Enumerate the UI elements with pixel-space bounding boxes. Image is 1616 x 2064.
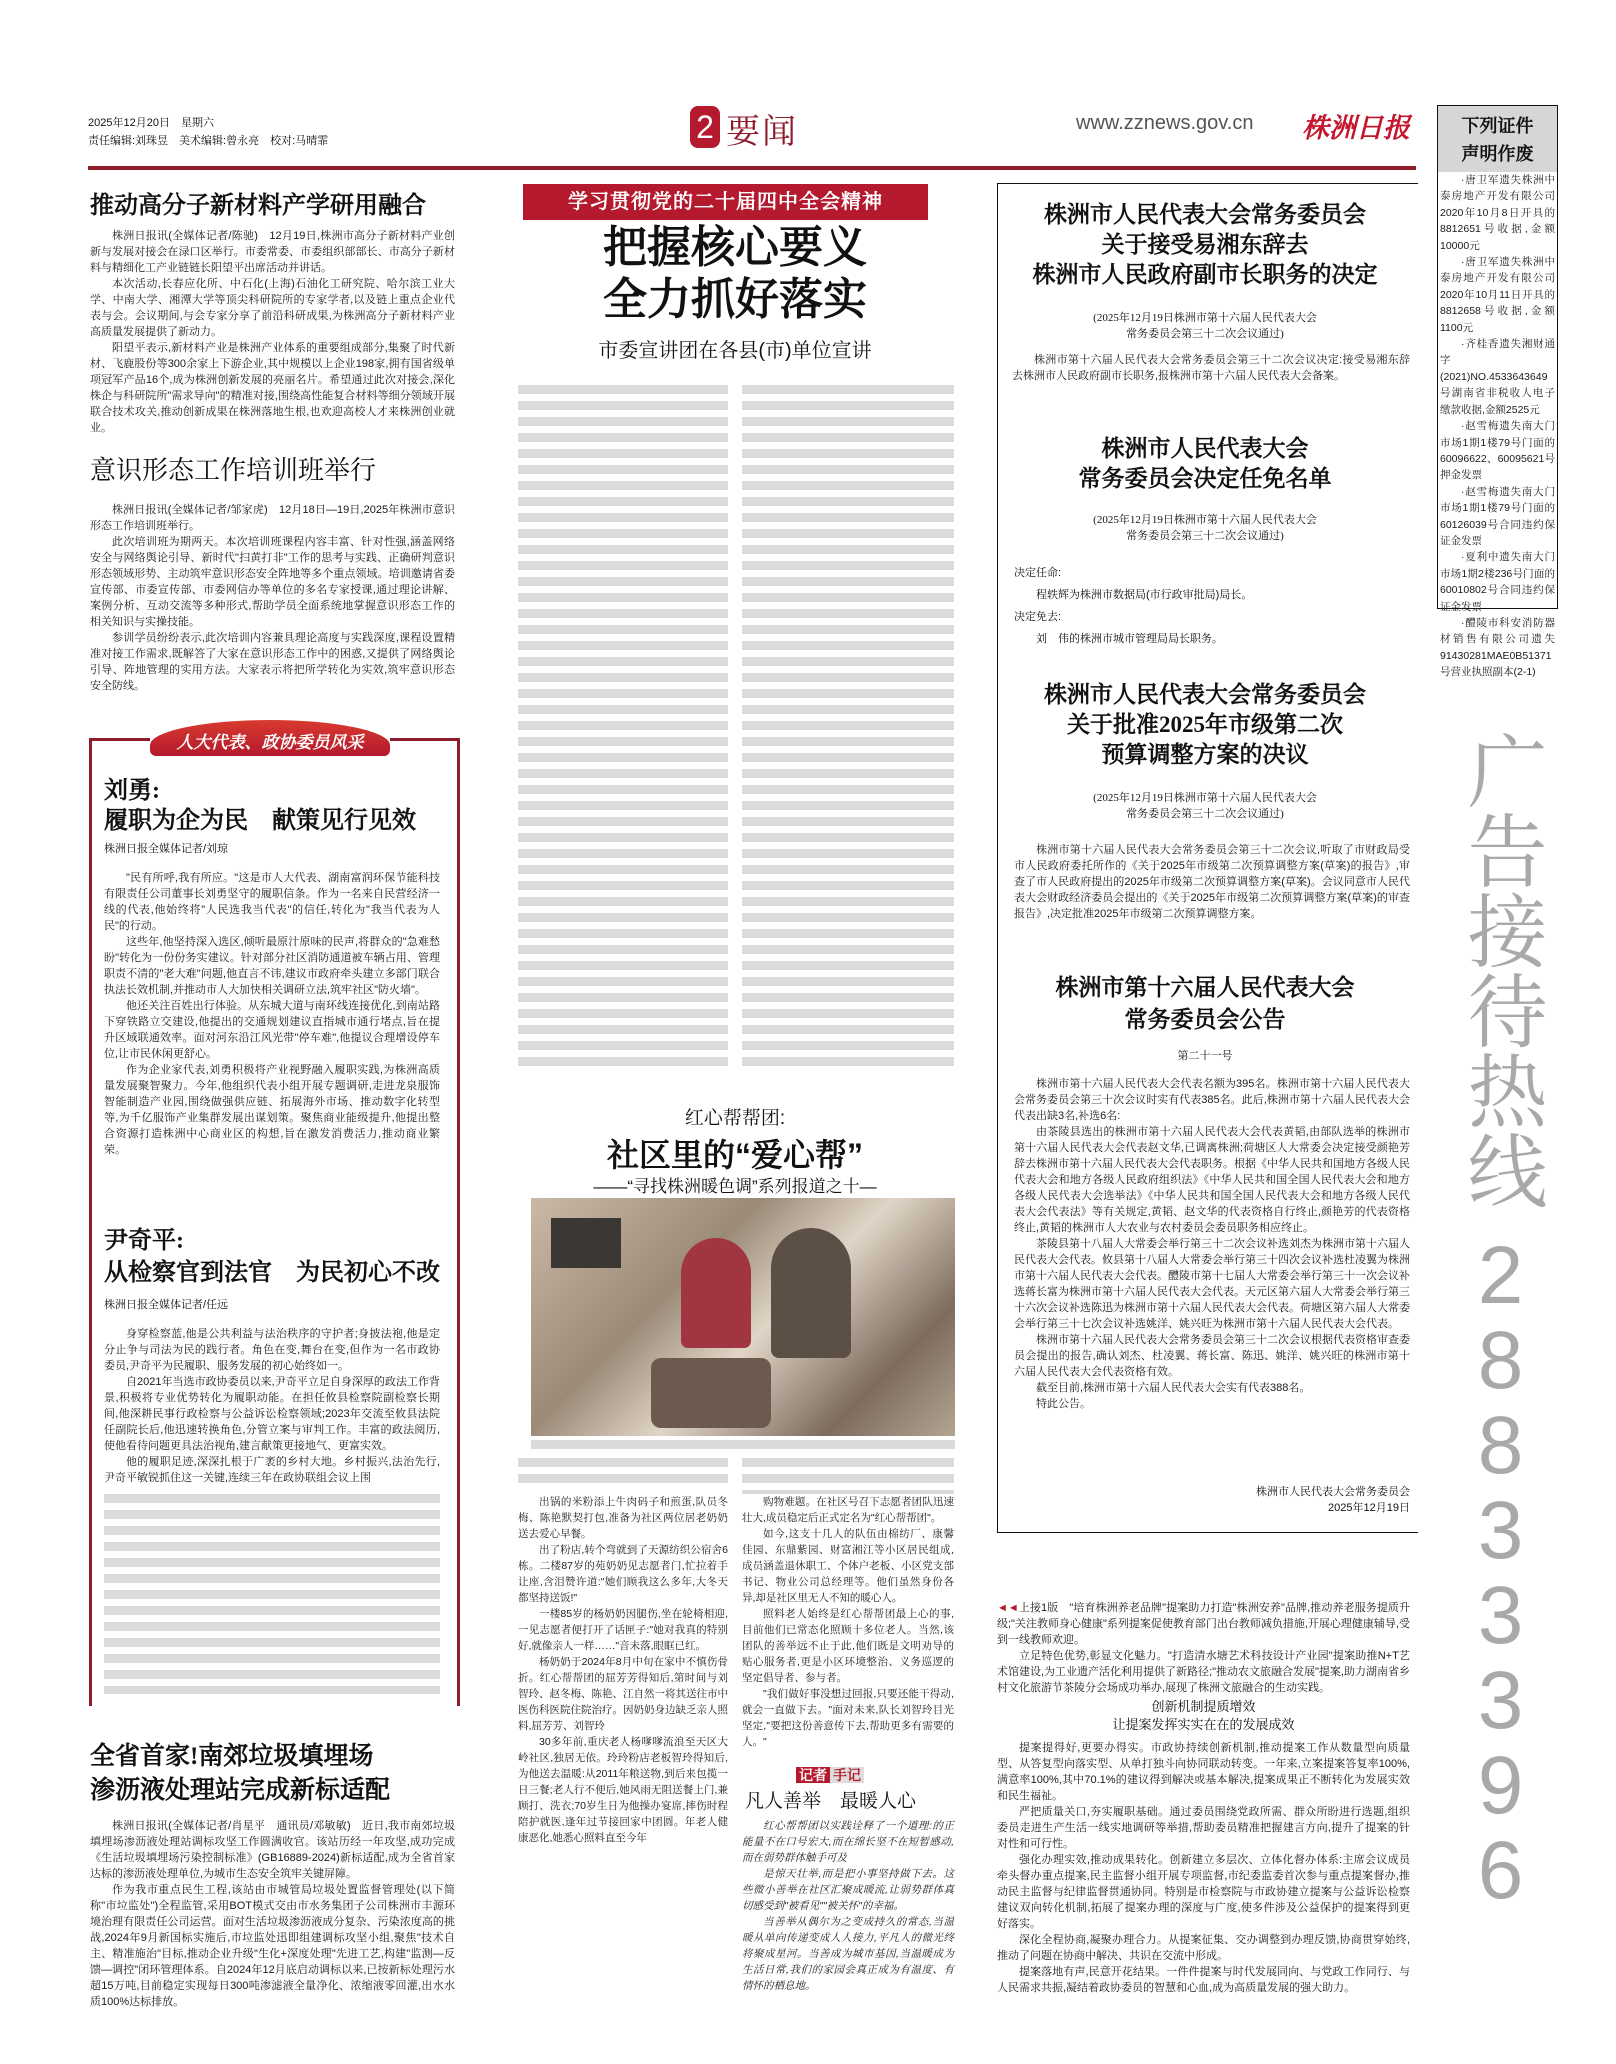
text-continued xyxy=(104,1494,440,1694)
news-photo xyxy=(531,1198,955,1436)
paragraph: 红心帮帮团以实践诠释了一个道理:的正能量不在口号宏大,而在绵长坚不在短暂感动,而在弱势群体触手可及 xyxy=(742,1820,954,1864)
subheading-line: 让提案发挥实实在在的发展成效 xyxy=(1112,1717,1295,1732)
paragraph: 强化办理实效,推动成果转化。创新建立多层次、立体化督办体系:主席会议成员牵头督办重点提案,民主监督小组开展专项监督,市纪委监委首次参与重点提案督办,推动民主监督与纪律监督贯通协同。特别是市检察院与市政协建立提案与公益诉讼检察建议双向转化机制,拓展了提案办理的深度与广度,使多件涉及公益保护的提案得到更好落实。 xyxy=(997,1854,1410,1930)
paragraph: 作为我市重点民生工程,该站由市城管局垃圾处置监督管理处(以下简称"市垃监处")全程监管,采用BOT模式交由市水务集团子公司株洲市丰源环境治理有限责任公司运营。面对生活垃圾渗沥液成分复杂、污染浓度高的挑战,2024年9月新国标实施后,市垃监处迅即组建调标攻坚小组,聚焦"技术自主、精准施治"目标,推动企业升级"生化+深度处理"先进工艺,构建"监测—反馈—调控"闭环管理体系。自2024年12月底启动调标以来,已按新标处理污水超15万吨,目前稳定实现每日300吨渗滤液全量净化、浓缩液零回灌,出水水质100%达标排放。 xyxy=(90,1884,455,2008)
paragraph: "我们做好事没想过回报,只要还能干得动,就会一直做下去。"面对未来,队长刘智玲目光坚定,"要把这份善意传下去,帮助更多有需要的人。" xyxy=(742,1688,954,1748)
header-rule xyxy=(88,166,1416,170)
notice-title xyxy=(1000,680,1410,770)
lost-notice-item: ·唐卫军遗失株洲中泰房地产开发有限公司2020年10月11日开具的8812658号收据,金额1100元 xyxy=(1440,256,1555,334)
article-body xyxy=(90,502,455,694)
remove-label: 决定免去: xyxy=(1014,611,1062,623)
masthead-logo: 株洲日报 xyxy=(1302,113,1410,143)
appoint-item: 程轶辉为株洲市数据局(市行政审批局)局长。 xyxy=(1036,589,1253,601)
topic-banner: 学习贯彻党的二十届四中全会精神 xyxy=(523,184,928,220)
article-body xyxy=(104,1326,440,1486)
paragraph: "民有所呼,我有所应。"这是市人大代表、湖南富润环保节能科技有限责任公司董事长刘勇坚守的履职信条。作为一名来自民营经济一线的代表,他始终将"人民选我当代表"的信任,转化为"我当代表为人民"的行动。 xyxy=(104,872,440,932)
passed-note xyxy=(1000,512,1410,544)
appoint-label: 决定任命: xyxy=(1014,567,1062,579)
notes-tag-a: 记者 xyxy=(796,1767,830,1783)
note-line: (2025年12月19日株洲市第十六届人民代表大会 xyxy=(1093,792,1317,804)
ad-phone: 28833396 xyxy=(1455,1230,1546,1910)
subheading-line: 创新机制提质增效 xyxy=(1151,1699,1256,1714)
ad-hotline xyxy=(1440,720,1560,1910)
notice-body xyxy=(1014,1076,1410,1412)
remove-item: 刘 伟的株洲市城市管理局局长职务。 xyxy=(1036,633,1223,645)
feature-body-right xyxy=(742,1494,954,1750)
article-body-right xyxy=(742,385,954,1073)
feature-series: ——“寻找株洲暖色调”系列报道之十— xyxy=(593,1177,877,1196)
paragraph: 株洲市第十六届人民代表大会常务委员会第三十二次会议决定:接受易湘东辞去株洲市人民政府副市长职务,报株洲市第十六届人民代表大会备案。 xyxy=(1012,354,1410,382)
title-line: 关于批准2025年市级第二次 xyxy=(1067,712,1343,737)
title-line: 株洲市人民政府副市长职务的决定 xyxy=(1032,262,1378,287)
paragraph: 参训学员纷纷表示,此次培训内容兼具理论高度与实践深度,课程设置精准对接工作需求,既解答了大家在意识形态工作中的困惑,又提供了网络舆论引导、阵地管理的实用方法。大家表示将把所学转化为实效,筑牢意识形态安全防线。 xyxy=(90,632,455,692)
notice-body xyxy=(1012,352,1410,384)
paragraph: 购物难题。在社区号召下志愿者团队迅速壮大,成员稳定后正式定名为"红心帮帮团"。 xyxy=(742,1496,954,1524)
notice-number: 第二十一号 xyxy=(1177,1050,1233,1062)
notes-tag xyxy=(796,1765,864,1785)
paragraph: 株洲市第十六届人民代表大会常务委员会第三十二次会议根据代表资格审查委员会提出的报告,确认刘杰、杜凌翼、蒋长富、陈迅、姚洋、姚兴旺的株洲市第十六届人民代表大会代表资格有效。 xyxy=(1014,1334,1410,1378)
paragraph: 株洲日报讯(全媒体记者/肖星平 通讯员/邓敏敏) 近日,我市南郊垃圾填埋场渗沥液处理站调标攻坚工作圆满收官。该站历经一年攻坚,成功完成《生活垃圾填埋场污染控制标准》(GB16889-2024)新标适配,成为全省首家达标的渗沥液处理单位,为城市生态安全筑牢关键屏障。 xyxy=(90,1820,455,1880)
paragraph: 深化全程协商,凝聚办理合力。从提案征集、交办调整到办理反馈,协商贯穿始终,推动了问题在协商中解决、共识在交流中形成。 xyxy=(997,1934,1410,1962)
title-line: 全省首家!南郊垃圾填埋场 xyxy=(90,1743,374,1770)
text-continued xyxy=(742,1458,954,1494)
paragraph: 茶陵县第十八届人大常委会举行第三十二次会议补选刘杰为株洲市第十六届人民代表大会代表。攸县第十八届人大常委会举行第三十四次会议补选杜凌翼为株洲市第十六届人民代表大会代表。醴陵市第十七届人大常委会举行第三十一次会议补选蒋长富为株洲市第十六届人民代表大会代表。天元区第六届人大常委会举行第三十六次会议补选陈迅为株洲市第十六届人民代表大会代表。荷塘区第六届人大常委会举行第三十七次会议补选姚洋、姚兴旺为株洲市第十六届人民代表大会代表。 xyxy=(1014,1238,1410,1330)
paragraph: 作为企业家代表,刘勇积极将产业视野融入履职实践,为株洲高质量发展聚智聚力。今年,他组织代表小组开展专题调研,走进龙泉服饰智能制造产业园,围绕做强供应链、拓展海外市场、推动数字化转型等,为千亿服饰产业集群发展出谋划策。聚焦商业能级提升,他提出整合资源打造株洲中心商业区的构想,旨在激发消费活力,推动商业繁荣。 xyxy=(104,1064,440,1156)
lost-notice-item: ·赵雪梅遗失南大门市场1期1楼79号门面的60126039号合同违约保证金发票 xyxy=(1440,485,1555,547)
paragraph: 如今,这支十几人的队伍由棉纺厂、康馨佳园、东鼎紫园、财富湘江等小区居民组成,成员涵盖退休职工、个体户老板、小区党支部书记、物业公司总经理等。他们虽然身份各异,却是社区里无人不知的暖心人。 xyxy=(742,1528,954,1604)
notes-tag-b: 手记 xyxy=(830,1767,864,1783)
paragraph: 株洲日报讯(全媒体记者/陈驰) 12月19日,株洲市高分子新材料产业创新与发展对接会在渌口区举行。市委常委、市委组织部部长、市高分子新材料与精细化工产业链链长阳望平出席活动并讲话。 xyxy=(90,230,455,274)
paragraph: 他的履职足迹,深深扎根于广袤的乡村大地。乡村振兴,法治先行,尹奇平敏锐抓住这一关键,连续三年在政协联组会议上围 xyxy=(104,1456,440,1484)
title-line: 株洲市人民代表大会常务委员会 xyxy=(1044,682,1366,707)
note-line: 常务委员会第三十二次会议通过) xyxy=(1126,530,1284,542)
section-title: 要闻 xyxy=(726,113,798,151)
paragraph-text: 上接1版 "培育株洲养老品牌"提案助力打造"株洲安养"品牌,推动养老服务提质升级;"关注教师身心健康"系列提案促使教育部门出台教师减负措施,开展心理健康辅导,受到一线教师欢迎。 xyxy=(997,1602,1410,1646)
title-line: 株洲市人民代表大会常务委员会 xyxy=(1044,202,1366,227)
article-title: 推动高分子新材料产学研用融合 xyxy=(90,192,426,219)
feature-body-left xyxy=(518,1494,728,1846)
continued-article xyxy=(997,1600,1410,1696)
paragraph: 此次培训班为期两天。本次培训班课程内容丰富、针对性强,涵盖网络安全与网络舆论引导、新时代"扫黄打非"工作的思考与实践、正确研判意识形态领域形势、主动筑牢意识形态安全阵地等多个重点领域。培训邀请省委宣传部、市委宣传部、市委网信办等单位的多名专家授课,通过理论讲解、案例分析、互动交流等多种形式,帮助学员全面系统地掌握意识形态工作的相关知识与实操技能。 xyxy=(90,536,455,628)
notice-signature xyxy=(1014,1484,1410,1516)
paragraph: 出锅的米粉添上牛肉码子和煎蛋,队员冬梅、陈艳默契打包,准备为社区两位居老奶奶送去爱心早餐。 xyxy=(518,1496,728,1540)
website-url: www.zznews.gov.cn xyxy=(1076,112,1254,134)
paragraph xyxy=(997,1600,1410,1648)
article-title xyxy=(90,1740,390,1808)
article-body xyxy=(90,1818,455,2010)
title-line: 渗沥液处理站完成新标适配 xyxy=(90,1777,391,1804)
paragraph: 一楼85岁的杨奶奶因腿伤,坐在轮椅相迎,一见志愿者便打开了话匣子:"她对我真的特别好,就像亲人一样……"音未落,眼眶已红。 xyxy=(518,1608,728,1652)
paragraph: 他还关注百姓出行体验。从东城大道与南环线连接优化,到南站路下穿铁路立交建设,他提出的交通规划建议直指城市通行堵点,旨在提升区域联通效率。面对河东沿江风光带"停车难",他提议合理增设停车位,让市民休闲更舒心。 xyxy=(104,1000,440,1060)
ad-label: 广告接待热线 xyxy=(1456,730,1545,1210)
lost-notice-item: ·夏利中遗失南大门市场1期2楼236号门面的60010802号合同违约保证金发票 xyxy=(1440,551,1555,613)
profile-title: 从检察官到法官 为民初心不改 xyxy=(104,1260,440,1286)
paragraph: 出了粉店,转个弯就到了天源纺织公宿舍6栋。二楼87岁的苑奶奶见志愿者门,忙拉着手让座,含泪赞许道:"她们顾我这么多年,大冬天都坚持送饭!" xyxy=(518,1544,728,1604)
notice-title xyxy=(1000,434,1410,494)
article-title: 意识形态工作培训班举行 xyxy=(90,456,377,485)
passed-note xyxy=(1000,790,1410,822)
signer: 株洲市人民代表大会常务委员会 xyxy=(1256,1486,1410,1498)
photo-caption xyxy=(531,1440,955,1450)
paragraph: 当善举从偶尔为之变成持久的常态,当温暖从单向传递变成人人接力,平凡人的微光终将聚成星河。当善成为城市基因,当温暖成为生活日常,我们的家园会真正成为有温度、有情怀的栖息地。 xyxy=(742,1916,954,1992)
paragraph: 这些年,他坚持深入选区,倾听最原汁原味的民声,将群众的"急难愁盼"转化为一份份务实建议。针对部分社区消防通道被车辆占用、管理职责不清的"老大难"问题,他直言不讳,建议市政府牵头建立多部门联合执法长效机制,并推动市人大加快相关调研立法,筑牢社区"防火墙"。 xyxy=(104,936,440,996)
paragraph: 株洲市第十六届人民代表大会代表名额为395名。株洲市第十六届人民代表大会常务委员会第三十次会议时实有代表385名。此后,株洲市第十六届人民代表大会代表出缺3名,补选6名: xyxy=(1014,1078,1410,1122)
paragraph: 提案落地有声,民意开花结果。一件件提案与时代发展同向、与党政工作同行、与人民需求共振,凝结着政协委员的智慧和心血,成为高质量发展的强大助力。 xyxy=(997,1966,1410,1994)
sub-headline: 市委宣讲团在各县(市)单位宣讲 xyxy=(598,340,872,362)
article-body xyxy=(104,870,440,1158)
appointment-list xyxy=(1014,562,1410,650)
paragraph: 本次活动,长春应化所、中石化(上海)石油化工研究院、哈尔滨工业大学、中南大学、湘潭大学等顶尖科研院所的专家学者,以及链上重点企业代表与会。会议期间,与会专家分享了前沿科研成果,为株洲高分子新材料产业高质量发展提供了新动力。 xyxy=(90,278,455,338)
paragraph: 由茶陵县选出的株洲市第十六届人民代表大会代表黄韬,由部队选举的株洲市第十六届人民代表大会代表赵文华,已调离株洲;荷塘区人大常委会决定接受颜艳芳辞去株洲市第十六届人民代表大会代表职务。根据《中华人民共和国地方各级人民代表大会和地方各级人民政府组织法》《中华人民共和国全国人民代表大会和地方各级人民代表大会选举法》《中华人民共和国全国人民代表大会和地方各级人民代表大会代表法》等有关规定,黄韬、赵文华的代表资格自行终止,颜艳芳的代表资格终止,黄韬的株洲市人大农业与农村委员会委员职务相应终止。 xyxy=(1014,1126,1410,1234)
lost-notice-box xyxy=(1437,105,1558,679)
note-line: 常务委员会第三十二次会议通过) xyxy=(1126,808,1284,820)
lost-notice-list xyxy=(1438,172,1557,681)
feature-banner-text: 人大代表、政协委员风采 xyxy=(176,733,364,752)
paragraph: 截至目前,株洲市第十六届人民代表大会实有代表388名。 xyxy=(1036,1382,1311,1394)
header-line: 声明作废 xyxy=(1461,144,1534,164)
paragraph: 是惊天壮举,而是把小事坚持做下去。这些微小善举在社区汇聚成暖流,让弱势群体真切感受到"被看见""被关怀"的幸福。 xyxy=(742,1868,954,1912)
passed-note xyxy=(1000,310,1410,342)
header-line: 下列证件 xyxy=(1461,116,1534,136)
lost-notice-item: ·齐桂香遗失湘财通字(2021)NO.4533643649号湖南省非税收人电子缴款收据,金额2525元 xyxy=(1440,338,1555,416)
paragraph: 株洲市第十六届人民代表大会常务委员会第三十二次会议,听取了市财政局受市人民政府委托所作的《关于2025年市级第二次预算调整方案(草案)的报告》,审查了市人民政府提出的2025年市级第二次预算调整方案(草案)。会议同意市人民代表大会财政经济委员会提出的《关于2025年市级第二次预算调整方案(草案)的审查报告》,决定批准2025年市级第二次预算调整方案。 xyxy=(1014,844,1410,920)
main-headline xyxy=(505,222,965,326)
paragraph: 阳望平表示,新材料产业是株洲产业体系的重要组成部分,集聚了时代新材、飞鹿股份等300余家上下游企业,其中规模以上企业198家,拥有国省级单项冠军产品16个,成为株洲创新发展的亮丽名片。希望通过此次对接会,深化株企与科研院所"需求导向"的精准对接,围绕高性能复合材料等细分领域开展联合技术攻关,推动创新成果在株洲落地生根,也欢迎高校人才来株洲创业就业。 xyxy=(90,342,455,434)
lost-notice-header xyxy=(1438,106,1557,172)
title-line: 常务委员会决定任免名单 xyxy=(1078,466,1332,491)
title-line: 株洲市第十六届人民代表大会 xyxy=(1055,975,1355,1000)
credits xyxy=(518,1458,728,1484)
headline-line: 把握核心要义 xyxy=(603,223,867,272)
lost-notice-item: ·唐卫军遗失株洲中泰房地产开发有限公司2020年10月8日开具的8812651号收据,金额10000元 xyxy=(1440,174,1555,252)
lost-notice-item: ·赵雪梅遗失南大门市场1期1楼79号门面的60096622、60095621号押金发票 xyxy=(1440,420,1555,482)
profile-title: 履职为企为民 献策见行见效 xyxy=(104,808,416,834)
header-date: 2025年12月20日 星期六 xyxy=(88,117,214,129)
feature-kicker: 红心帮帮团: xyxy=(684,1108,786,1129)
notice-title xyxy=(1000,972,1410,1036)
profile-name: 刘勇: xyxy=(104,778,160,804)
page-number-badge: 2 xyxy=(690,106,720,148)
title-line: 株洲市人民代表大会 xyxy=(1101,436,1309,461)
lost-notice-item: ·醴陵市科安消防器材销售有限公司遗失91430281MAE0B51371号营业执照副本(2-1) xyxy=(1440,616,1555,679)
byline: 株洲日报全媒体记者/任远 xyxy=(104,1299,229,1311)
feature-banner xyxy=(150,720,390,758)
article-body-left xyxy=(518,385,728,1073)
feature-headline: 社区里的“爱心帮” xyxy=(606,1137,863,1173)
paragraph: 照料老人始终是红心帮帮团最上心的事,目前他们已常态化照顾十多位老人。当然,该团队的善举远不止于此,他们既是文明劝导的贴心服务者,更是小区环境整治、义务巡逻的坚定倡导者、参与者。 xyxy=(742,1608,954,1684)
notice-title xyxy=(1000,200,1410,290)
paragraph: 特此公告。 xyxy=(1036,1398,1091,1410)
notes-body xyxy=(742,1818,954,1994)
article-body xyxy=(997,1740,1410,1996)
note-line: 常务委员会第三十二次会议通过) xyxy=(1126,328,1284,340)
header-editors: 责任编辑:刘珠昱 美术编辑:曾永亮 校对:马晴霏 xyxy=(88,135,329,147)
note-line: (2025年12月19日株洲市第十六届人民代表大会 xyxy=(1093,514,1317,526)
profile-name: 尹奇平: xyxy=(104,1228,184,1254)
headline-line: 全力抓好落实 xyxy=(603,275,867,324)
article-body xyxy=(90,228,455,436)
title-line: 关于接受易湘东辞去 xyxy=(1101,232,1309,257)
paragraph: 立足特色优势,彰显文化魅力。"打造清水塘艺术科技设计产业园"提案助推N+T艺术馆建设,为工业遗产活化利用提供了新路径;"推动农文旅融合发展"提案,助力湖南省乡村文化旅游节茶陵分会场成功举办,展现了株洲文旅融合的生动实践。 xyxy=(997,1650,1410,1694)
paragraph: 身穿检察蓝,他是公共利益与法治秩序的守护者;身披法袍,他是定分止争与司法为民的践行者。角色在变,舞台在变,但作为一名市政协委员,尹奇平为民履职、服务发展的初心始终如一。 xyxy=(104,1328,440,1372)
notes-title: 凡人善举 最暖人心 xyxy=(745,1791,917,1812)
signed-date: 2025年12月19日 xyxy=(1328,1502,1410,1514)
continued-arrow-icon: ◄◄ xyxy=(997,1602,1019,1614)
paragraph: 杨奶奶于2024年8月中旬在家中不慎伤骨折。红心帮帮团的屈芳芳得知后,第时间与刘智玲、赵冬梅、陈艳、江自然一将其送往市中医伤科医院住院治疗。因奶奶身边缺乏亲人照料,屈芳芳、刘智玲 xyxy=(518,1656,728,1732)
note-line: (2025年12月19日株洲市第十六届人民代表大会 xyxy=(1093,312,1317,324)
subheading xyxy=(997,1698,1410,1734)
paragraph: 提案提得好,更要办得实。市政协持续创新机制,推动提案工作从数量型向质量型、从答复型向落实型、从单打独斗向协同联动转变。一年来,立案提案答复率100%,满意率100%,其中70.1%的建议得到解决或基本解决,提案成果正不断转化为发展实效和民生福祉。 xyxy=(997,1742,1410,1802)
notice-body xyxy=(1014,842,1410,922)
byline: 株洲日报全媒体记者/刘琼 xyxy=(104,843,229,855)
paragraph: 株洲日报讯(全媒体记者/邹家虎) 12月18日—19日,2025年株洲市意识形态工作培训班举行。 xyxy=(90,504,455,532)
title-line: 预算调整方案的决议 xyxy=(1101,742,1309,767)
title-line: 常务委员会公告 xyxy=(1124,1007,1286,1032)
paragraph: 自2021年当选市政协委员以来,尹奇平立足自身深厚的政法工作背景,积极将专业优势转化为履职动能。在担任攸县检察院副检察长期间,他深耕民事行政检察与公益诉讼检察领域;2023年交流至攸县法院任副院长后,他迅速转换角色,分管立案与审判工作。丰富的政法阅历,使他看待问题更具法治视角,建言献策更接地气、更富实效。 xyxy=(104,1376,440,1452)
paragraph: 30多年前,重庆老人杨嗲嗲流浪至天区大岭社区,独居无依。玲玲粉店老板智玲得知后,为他送去温暖:从2011年粮送物,到后来包揽一日三餐;老人行不便后,她风雨无阻送餐上门,兼顾打、洗衣;70岁生日为他操办宴席,摔伤时程陪护就医,逢年过节接回家中团圆。年老人健康恶化,她悉心照料直至今年 xyxy=(518,1736,728,1844)
paragraph: 严把质量关口,夯实履职基础。通过委员围绕党政所需、群众所盼进行选题,组织委员走进生产生活一线实地调研等举措,帮助委员精准把握建言方向,提升了提案的针对性和可行性。 xyxy=(997,1806,1410,1850)
